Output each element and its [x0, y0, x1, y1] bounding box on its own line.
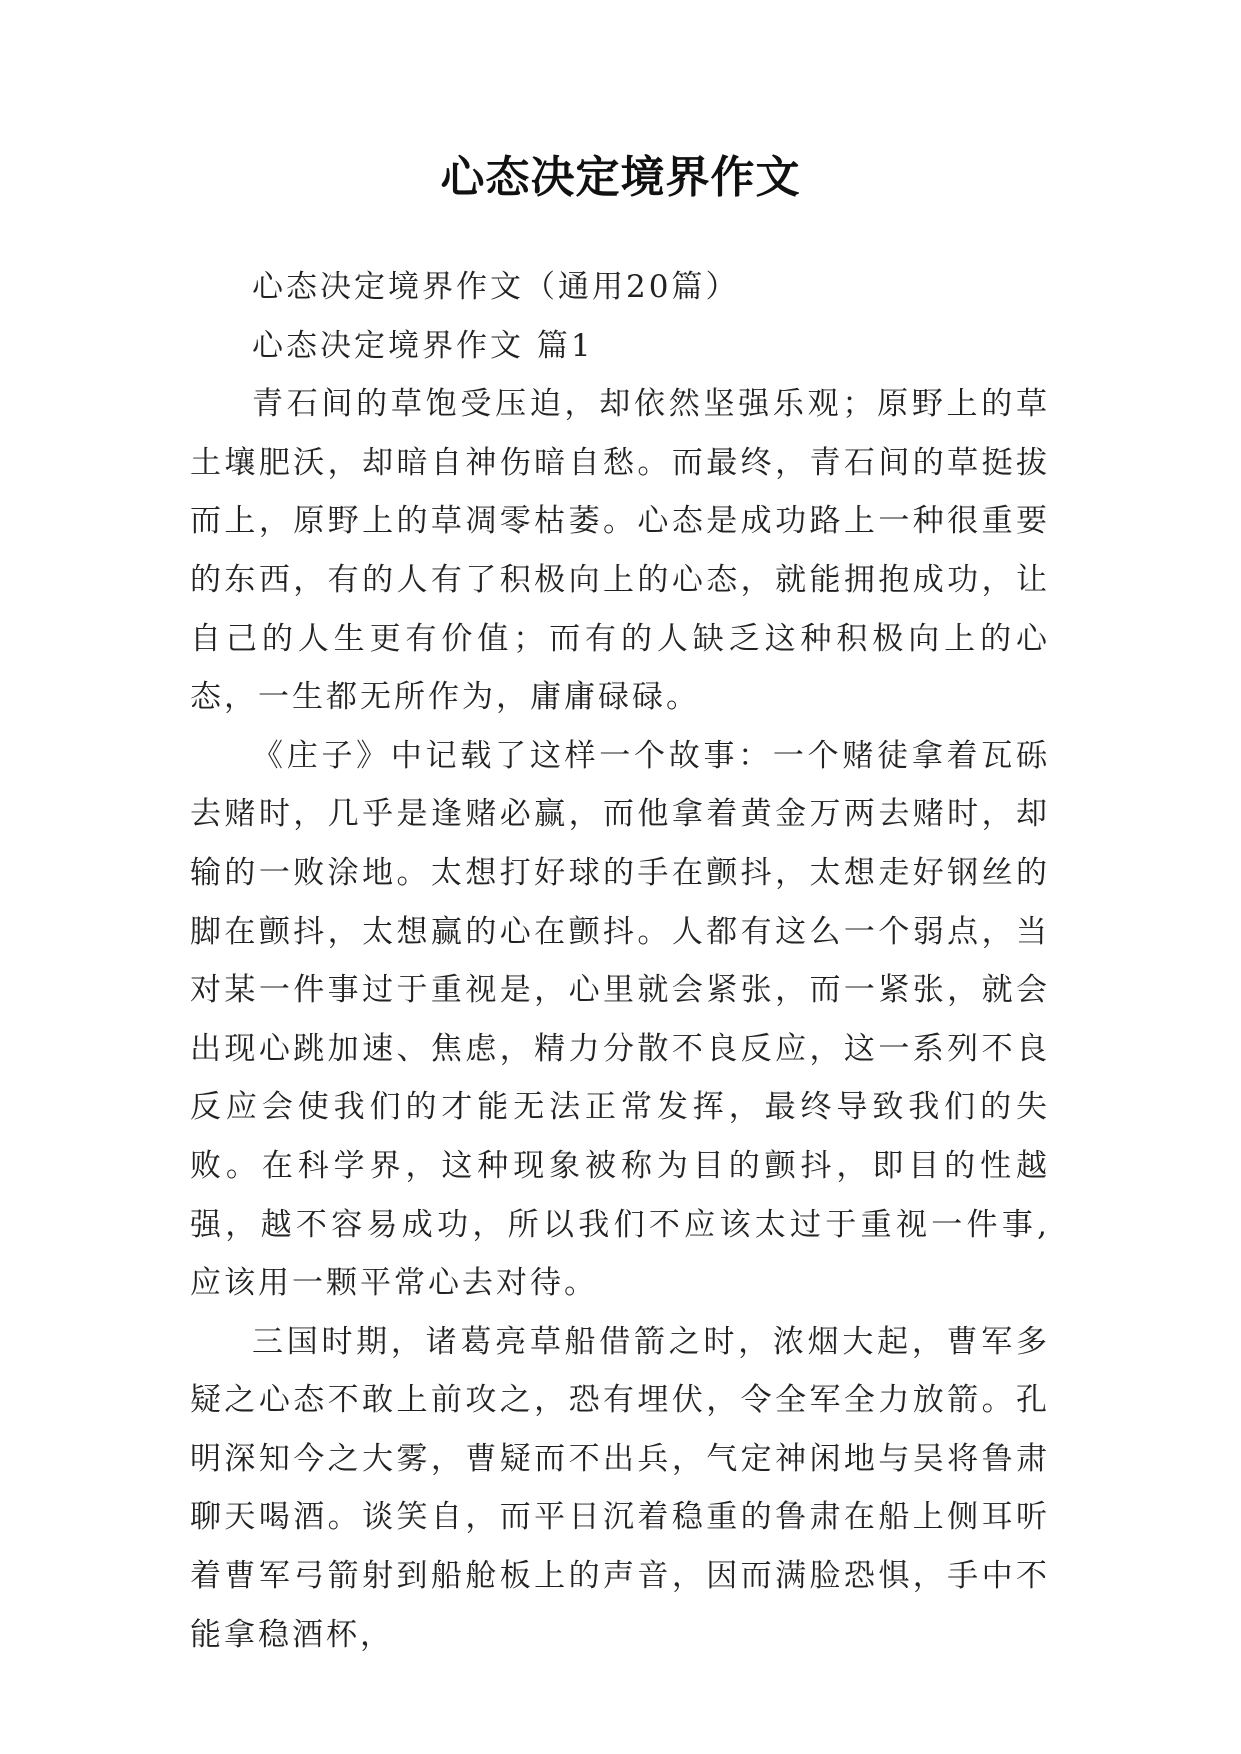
paragraph: 三国时期，诸葛亮草船借箭之时，浓烟大起，曹军多疑之心态不敢上前攻之，恐有埋伏，令全军全力放箭。孔明深知今之大雾，曹疑而不出兵，气定神闲地与吴将鲁肃聊天喝酒。谈笑自，而平日沉着稳重的鲁肃在船上侧耳听着曹军弓箭射到船舱板上的声音，因而满脸恐惧，手中不能拿稳酒杯，: [190, 1323, 1050, 1653]
document-body: [190, 258, 1050, 1664]
document-subtitle: 心态决定境界作文（通用20篇）: [252, 269, 740, 305]
section-heading: 心态决定境界作文 篇1: [252, 327, 594, 364]
paragraph: 《庄子》中记载了这样一个故事：一个赌徒拿着瓦砾去赌时，几乎是逢赌必赢，而他拿着黄金万两去赌时，却输的一败涂地。太想打好球的手在颤抖，太想走好钢丝的脚在颤抖，太想赢的心在颤抖。人都有这么一个弱点，当对某一件事过于重视是，心里就会紧张，而一紧张，就会出现心跳加速、焦虑，精力分散不良反应，这一系列不良反应会使我们的才能无法正常发挥，最终导致我们的失败。在科学界，这种现象被称为目的颤抖，即目的性越强，越不容易成功，所以我们不应该太过于重视一件事,应该用一颗平常心去对待。: [190, 737, 1050, 1302]
paragraph: 青石间的草饱受压迫，却依然坚强乐观；原野上的草土壤肥沃，却暗自神伤暗自愁。而最终，青石间的草挺拔而上，原野上的草凋零枯萎。心态是成功路上一种很重要的东西，有的人有了积极向上的心态，就能拥抱成功，让自己的人生更有价值；而有的人缺乏这种积极向上的心态，一生都无所作为，庸庸碌碌。: [190, 386, 1050, 716]
document-title: 心态决定境界作文: [440, 152, 801, 203]
